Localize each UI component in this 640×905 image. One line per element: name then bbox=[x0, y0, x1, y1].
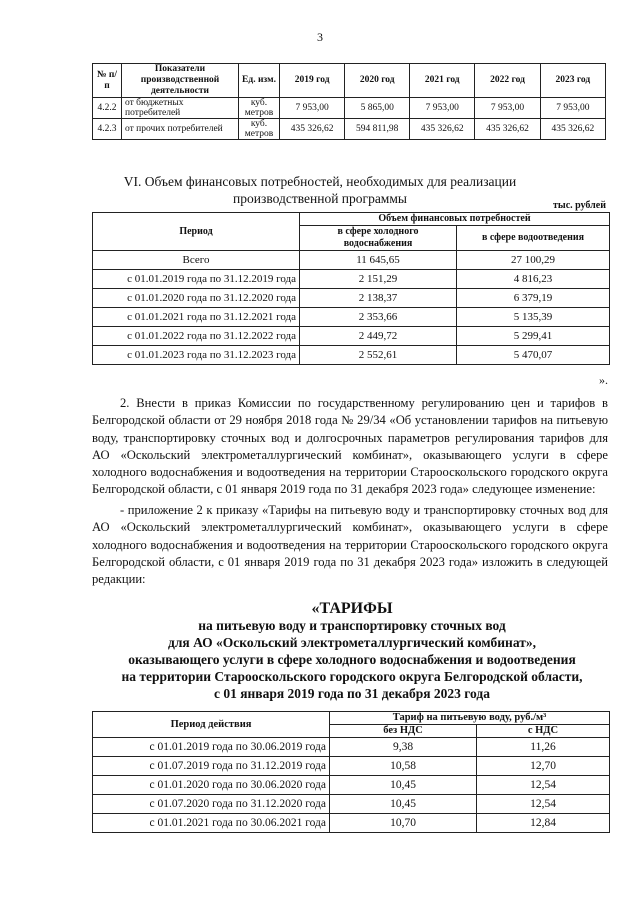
table-row bbox=[93, 814, 610, 833]
cell-sewer: 5 299,41 bbox=[457, 327, 610, 346]
cell-value: 594 811,98 bbox=[345, 119, 410, 140]
tariff-title-line: с 01 января 2019 года по 31 декабря 2023 года bbox=[213, 686, 490, 701]
cell-period: с 01.01.2020 года по 30.06.2020 года bbox=[93, 776, 330, 795]
header-unit: Ед. изм. bbox=[239, 64, 280, 98]
cell-no-vat: 10,45 bbox=[330, 795, 477, 814]
cell-period: с 01.07.2019 года по 31.12.2019 года bbox=[93, 757, 330, 776]
cell-num: 4.2.3 bbox=[93, 119, 122, 140]
table-row bbox=[93, 776, 610, 795]
header-year: 2020 год bbox=[345, 64, 410, 98]
cell-period: Всего bbox=[93, 251, 300, 270]
header-period: Период bbox=[93, 213, 300, 251]
cell-no-vat: 10,70 bbox=[330, 814, 477, 833]
cell-sewer: 4 816,23 bbox=[457, 270, 610, 289]
tariff-table bbox=[92, 711, 610, 833]
table-header-row bbox=[93, 64, 606, 98]
cell-sewer: 5 135,39 bbox=[457, 308, 610, 327]
header-period: Период действия bbox=[93, 712, 330, 738]
table-row bbox=[93, 270, 610, 289]
cell-value: 5 865,00 bbox=[345, 98, 410, 119]
cell-no-vat: 9,38 bbox=[330, 738, 477, 757]
cell-num: 4.2.2 bbox=[93, 98, 122, 119]
cell-water: 2 353,66 bbox=[300, 308, 457, 327]
header-group: Объем финансовых потребностей bbox=[300, 213, 610, 226]
cell-period: с 01.01.2019 года по 31.12.2019 года bbox=[93, 270, 300, 289]
cell-with-vat: 12,70 bbox=[477, 757, 610, 776]
table-row bbox=[93, 251, 610, 270]
cell-value: 7 953,00 bbox=[410, 98, 475, 119]
cell-period: с 01.01.2023 года по 31.12.2023 года bbox=[93, 346, 300, 365]
production-indicators-table bbox=[92, 63, 606, 140]
cell-water: 2 449,72 bbox=[300, 327, 457, 346]
header-num: № п/п bbox=[93, 64, 122, 98]
table-header-row bbox=[93, 712, 610, 725]
cell-sewer: 27 100,29 bbox=[457, 251, 610, 270]
table-header-row bbox=[93, 213, 610, 226]
table-row bbox=[93, 327, 610, 346]
cell-sewer: 5 470,07 bbox=[457, 346, 610, 365]
table-row bbox=[93, 795, 610, 814]
cell-value: 7 953,00 bbox=[280, 98, 345, 119]
cell-with-vat: 12,54 bbox=[477, 776, 610, 795]
header-sewer: в сфере водоотведения bbox=[457, 226, 610, 251]
table-row bbox=[93, 119, 606, 140]
table-row bbox=[93, 738, 610, 757]
cell-value: 7 953,00 bbox=[540, 98, 605, 119]
cell-period: с 01.01.2021 года по 30.06.2021 года bbox=[93, 814, 330, 833]
table-row bbox=[93, 757, 610, 776]
cell-water: 2 138,37 bbox=[300, 289, 457, 308]
header-no-vat: без НДС bbox=[330, 725, 477, 738]
cell-unit: куб. метров bbox=[239, 98, 280, 119]
cell-period: с 01.07.2020 года по 31.12.2020 года bbox=[93, 795, 330, 814]
tariff-title-line: «ТАРИФЫ bbox=[311, 600, 393, 617]
tariff-title-line: на питьевую воду и транспортировку сточных вод bbox=[198, 618, 506, 633]
header-with-vat: с НДС bbox=[477, 725, 610, 738]
cell-value: 435 326,62 bbox=[410, 119, 475, 140]
cell-no-vat: 10,45 bbox=[330, 776, 477, 795]
cell-unit: куб. метров bbox=[239, 119, 280, 140]
tariff-title-line: для АО «Оскольский электрометаллургический комбинат», bbox=[168, 635, 536, 650]
cell-no-vat: 10,58 bbox=[330, 757, 477, 776]
unit-label: тыс. рублей bbox=[552, 200, 606, 211]
cell-with-vat: 12,84 bbox=[477, 814, 610, 833]
cell-value: 7 953,00 bbox=[475, 98, 540, 119]
financial-needs-table bbox=[92, 212, 610, 365]
header-year: 2023 год bbox=[540, 64, 605, 98]
appendix-paragraph: - приложение 2 к приказу «Тарифы на питьевую воду и транспортировку сточных вод для АО «Оскольский электрометаллургический комбинат», оказывающего услуги в сфере холодного водоснабжения и водоотведения на территории Старооскольского городского округа Белгородской области, с 01 января 2019 года по 31 декабря 2023 года» изложить в следующей редакции: bbox=[92, 503, 608, 587]
table-row bbox=[93, 346, 610, 365]
header-tariff: Тариф на питьевую воду, руб./м³ bbox=[330, 712, 610, 725]
cell-value: 435 326,62 bbox=[280, 119, 345, 140]
tariff-title-line: на территории Старооскольского городского округа Белгородской области, bbox=[121, 669, 583, 684]
cell-period: с 01.01.2022 года по 31.12.2022 года bbox=[93, 327, 300, 346]
header-year: 2019 год bbox=[280, 64, 345, 98]
tariff-title bbox=[92, 600, 612, 702]
section-title bbox=[100, 173, 540, 207]
cell-water: 2 552,61 bbox=[300, 346, 457, 365]
header-year: 2022 год bbox=[475, 64, 540, 98]
closing-quote: ». bbox=[599, 373, 608, 387]
table-row bbox=[93, 308, 610, 327]
table-row bbox=[93, 98, 606, 119]
cell-period: с 01.01.2020 года по 31.12.2020 года bbox=[93, 289, 300, 308]
cell-indicator: от бюджетных потребителей bbox=[122, 98, 239, 119]
cell-sewer: 6 379,19 bbox=[457, 289, 610, 308]
amendment-paragraph: 2. Внести в приказ Комиссии по государственному регулированию цен и тарифов в Белгородской области от 29 ноября 2018 года № 29/34 «Об установлении тарифов на питьевую воду, транспортировку сточных вод и долгосрочных параметров регулирования тарифов для АО «Оскольский электрометаллургический комбинат», оказывающего услуги в сфере холодного водоснабжения и водоотведения на территории Старооскольского городского округа Белгородской области, с 01 января 2019 года по 31 декабря 2023 года» следующее изменение: bbox=[92, 396, 608, 497]
tariff-title-line: оказывающего услуги в сфере холодного водоснабжения и водоотведения bbox=[128, 652, 576, 667]
cell-water: 11 645,65 bbox=[300, 251, 457, 270]
cell-water: 2 151,29 bbox=[300, 270, 457, 289]
cell-with-vat: 11,26 bbox=[477, 738, 610, 757]
cell-with-vat: 12,54 bbox=[477, 795, 610, 814]
header-indicator: Показатели производственной деятельности bbox=[122, 64, 239, 98]
header-water: в сфере холодного водоснабжения bbox=[300, 226, 457, 251]
page-number: 3 bbox=[317, 30, 323, 44]
section-title-line: VI. Объем финансовых потребностей, необходимых для реализации bbox=[123, 174, 517, 189]
section-title-line: производственной программы bbox=[233, 191, 407, 206]
cell-indicator: от прочих потребителей bbox=[122, 119, 239, 140]
header-year: 2021 год bbox=[410, 64, 475, 98]
table-row bbox=[93, 289, 610, 308]
cell-value: 435 326,62 bbox=[475, 119, 540, 140]
cell-period: с 01.01.2021 года по 31.12.2021 года bbox=[93, 308, 300, 327]
cell-value: 435 326,62 bbox=[540, 119, 605, 140]
cell-period: с 01.01.2019 года по 30.06.2019 года bbox=[93, 738, 330, 757]
